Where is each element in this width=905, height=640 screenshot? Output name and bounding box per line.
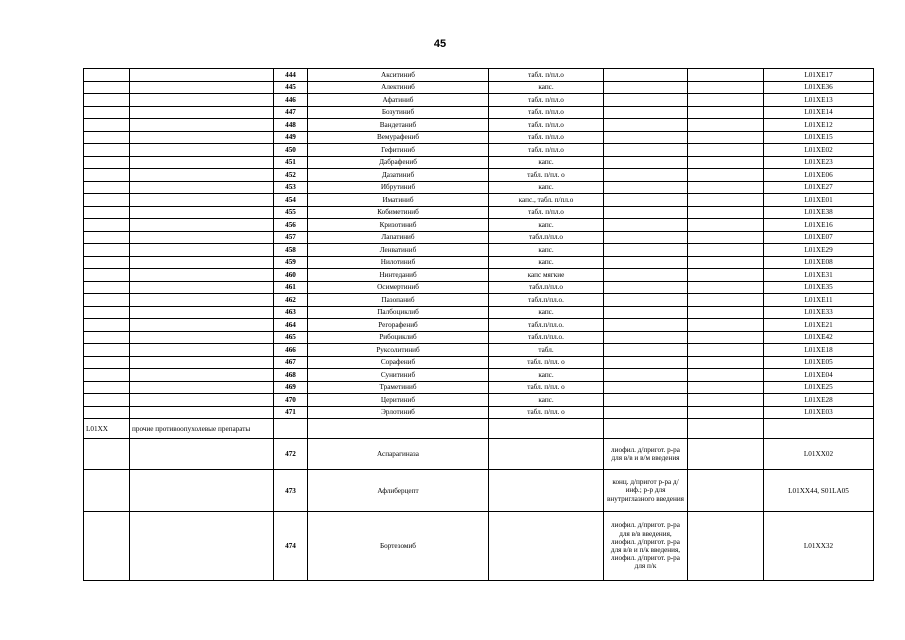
dosage-form: капс., табл. п/пл.о — [489, 194, 604, 207]
row-number: 459 — [274, 256, 308, 269]
drug-name: Руксолитиниб — [308, 344, 489, 357]
group-name-cell — [130, 344, 274, 357]
group-code-cell — [84, 269, 130, 282]
dosage-form: капс. — [489, 219, 604, 232]
empty-cell — [604, 206, 688, 219]
group-code-cell — [84, 369, 130, 382]
empty-cell — [604, 156, 688, 169]
group-name-cell — [130, 394, 274, 407]
atc-code: L01XE16 — [764, 219, 874, 232]
dosage-form: капс. — [489, 394, 604, 407]
table-row — [84, 256, 874, 269]
row-number: 455 — [274, 206, 308, 219]
atc-code: L01XE17 — [764, 69, 874, 82]
empty-cell — [604, 169, 688, 182]
group-code-cell — [84, 156, 130, 169]
atc-code: L01XE38 — [764, 206, 874, 219]
drug-name: Нилотиниб — [308, 256, 489, 269]
group-name-cell — [130, 319, 274, 332]
empty-cell — [308, 419, 489, 439]
table-row — [84, 119, 874, 132]
group-name-cell — [130, 94, 274, 107]
table-row — [84, 356, 874, 369]
row-number: 454 — [274, 194, 308, 207]
dosage-form: табл. п/пл.о — [489, 69, 604, 82]
row-number: 460 — [274, 269, 308, 282]
empty-cell — [688, 306, 764, 319]
empty-cell — [688, 406, 764, 419]
empty-cell — [489, 419, 604, 439]
atc-code: L01XE36 — [764, 81, 874, 94]
empty-cell — [688, 169, 764, 182]
empty-cell — [688, 269, 764, 282]
group-name-cell — [130, 131, 274, 144]
drug-name: Регорафениб — [308, 319, 489, 332]
atc-code: L01XE04 — [764, 369, 874, 382]
drug-name: Ленватиниб — [308, 244, 489, 257]
drug-name: Гефитиниб — [308, 144, 489, 157]
empty-cell — [688, 512, 764, 581]
dosage-form: табл. п/пл.о — [489, 106, 604, 119]
row-number: 468 — [274, 369, 308, 382]
group-name-cell — [130, 81, 274, 94]
group-code-cell — [84, 181, 130, 194]
group-code-cell — [84, 356, 130, 369]
page-number: 45 — [433, 38, 447, 50]
table-row — [84, 206, 874, 219]
empty-cell — [688, 206, 764, 219]
empty-cell — [688, 256, 764, 269]
group-name-cell — [130, 281, 274, 294]
dosage-form: капс мягкие — [489, 269, 604, 282]
empty-cell — [688, 319, 764, 332]
group-code: L01XX — [84, 419, 130, 439]
empty-cell — [688, 144, 764, 157]
group-name: прочие противоопухолевые препараты — [130, 419, 274, 439]
group-code-cell — [84, 131, 130, 144]
empty-cell — [604, 231, 688, 244]
table-row — [84, 144, 874, 157]
empty-cell — [688, 219, 764, 232]
empty-cell — [688, 94, 764, 107]
empty-cell — [604, 219, 688, 232]
row-number: 456 — [274, 219, 308, 232]
row-number: 464 — [274, 319, 308, 332]
group-code-cell — [84, 306, 130, 319]
row-number: 462 — [274, 294, 308, 307]
row-number: 474 — [274, 512, 308, 581]
row-number: 470 — [274, 394, 308, 407]
table-row — [84, 81, 874, 94]
row-number: 444 — [274, 69, 308, 82]
dosage-form: табл. п/пл.о — [489, 206, 604, 219]
group-code-cell — [84, 439, 130, 470]
group-name-cell — [130, 119, 274, 132]
group-name-cell — [130, 294, 274, 307]
dosage-form: табл.п/пл.о. — [489, 319, 604, 332]
group-code-cell — [84, 206, 130, 219]
dosage-form: капс. — [489, 181, 604, 194]
empty-cell — [604, 69, 688, 82]
atc-code: L01XX44, S01LA05 — [764, 470, 874, 512]
group-code-cell — [84, 219, 130, 232]
atc-code: L01XE05 — [764, 356, 874, 369]
atc-code: L01XE08 — [764, 256, 874, 269]
group-name-cell — [130, 331, 274, 344]
group-name-cell — [130, 206, 274, 219]
empty-cell — [604, 406, 688, 419]
row-number: 458 — [274, 244, 308, 257]
empty-cell — [688, 369, 764, 382]
table-row — [84, 231, 874, 244]
empty-cell — [688, 419, 764, 439]
empty-cell — [688, 394, 764, 407]
dosage-form: лиофил. д/пригот. р-ра для в/в и в/м введения — [604, 439, 688, 470]
drug-name: Акситиниб — [308, 69, 489, 82]
group-code-cell — [84, 394, 130, 407]
dosage-form: табл. — [489, 344, 604, 357]
row-number: 453 — [274, 181, 308, 194]
atc-code: L01XE21 — [764, 319, 874, 332]
empty-cell — [688, 69, 764, 82]
group-code-cell — [84, 470, 130, 512]
dosage-form: табл. п/пл. о — [489, 381, 604, 394]
atc-code: L01XX32 — [764, 512, 874, 581]
table-row — [84, 512, 874, 581]
empty-cell — [274, 419, 308, 439]
table-row — [84, 306, 874, 319]
group-name-cell — [130, 406, 274, 419]
empty-cell — [604, 119, 688, 132]
empty-cell — [688, 156, 764, 169]
empty-cell — [604, 381, 688, 394]
drug-name: Сунитиниб — [308, 369, 489, 382]
drug-table — [83, 68, 874, 581]
drug-name: Нинтеданиб — [308, 269, 489, 282]
row-number: 448 — [274, 119, 308, 132]
group-code-cell — [84, 344, 130, 357]
empty-cell — [604, 306, 688, 319]
drug-name: Эрлотиниб — [308, 406, 489, 419]
table-row — [84, 94, 874, 107]
table-row — [84, 169, 874, 182]
empty-cell — [604, 344, 688, 357]
table-row — [84, 131, 874, 144]
group-name-cell — [130, 156, 274, 169]
dosage-form: табл.п/пл.о. — [489, 294, 604, 307]
drug-name: Сорафениб — [308, 356, 489, 369]
empty-cell — [604, 369, 688, 382]
dosage-form: капс. — [489, 256, 604, 269]
atc-code: L01XE18 — [764, 344, 874, 357]
group-code-cell — [84, 144, 130, 157]
atc-code: L01XE28 — [764, 394, 874, 407]
atc-code: L01XE11 — [764, 294, 874, 307]
group-code-cell — [84, 244, 130, 257]
empty-cell — [604, 81, 688, 94]
table-row — [84, 219, 874, 232]
group-name-cell — [130, 194, 274, 207]
empty-cell — [489, 512, 604, 581]
group-code-cell — [84, 169, 130, 182]
dosage-form: табл.п/пл.о. — [489, 331, 604, 344]
atc-code: L01XE42 — [764, 331, 874, 344]
row-number: 451 — [274, 156, 308, 169]
row-number: 457 — [274, 231, 308, 244]
empty-cell — [604, 244, 688, 257]
drug-name: Траметиниб — [308, 381, 489, 394]
drug-name: Бортезомиб — [308, 512, 489, 581]
atc-code: L01XE23 — [764, 156, 874, 169]
empty-cell — [604, 419, 688, 439]
table-row — [84, 181, 874, 194]
group-name-cell — [130, 231, 274, 244]
row-number: 473 — [274, 470, 308, 512]
drug-name: Осимертиниб — [308, 281, 489, 294]
atc-code: L01XE35 — [764, 281, 874, 294]
dosage-form: капс. — [489, 81, 604, 94]
empty-cell — [604, 356, 688, 369]
dosage-form: капс. — [489, 369, 604, 382]
group-name-cell — [130, 381, 274, 394]
dosage-form: табл. п/пл.о — [489, 119, 604, 132]
empty-cell — [688, 81, 764, 94]
empty-cell — [688, 244, 764, 257]
drug-name: Кобиметиниб — [308, 206, 489, 219]
drug-name: Аспарагиназа — [308, 439, 489, 470]
drug-name: Иматиниб — [308, 194, 489, 207]
group-code-cell — [84, 256, 130, 269]
dosage-form: табл. п/пл.о — [489, 144, 604, 157]
empty-cell — [604, 319, 688, 332]
group-name-cell — [130, 356, 274, 369]
empty-cell — [688, 181, 764, 194]
drug-name: Вемурафениб — [308, 131, 489, 144]
empty-cell — [604, 194, 688, 207]
row-number: 445 — [274, 81, 308, 94]
table-row — [84, 281, 874, 294]
drug-name: Кризотиниб — [308, 219, 489, 232]
dosage-form: табл.п/пл.о — [489, 231, 604, 244]
table-row — [84, 406, 874, 419]
drug-name: Лапатиниб — [308, 231, 489, 244]
row-number: 449 — [274, 131, 308, 144]
empty-cell — [688, 439, 764, 470]
group-code-cell — [84, 94, 130, 107]
table-row — [84, 69, 874, 82]
group-name-cell — [130, 306, 274, 319]
empty-cell — [688, 131, 764, 144]
drug-name: Афатиниб — [308, 94, 489, 107]
row-number: 446 — [274, 94, 308, 107]
row-number: 465 — [274, 331, 308, 344]
row-number: 466 — [274, 344, 308, 357]
group-name-cell — [130, 512, 274, 581]
table-row — [84, 269, 874, 282]
atc-code: L01XX02 — [764, 439, 874, 470]
atc-code: L01XE33 — [764, 306, 874, 319]
table-row — [84, 194, 874, 207]
table-row — [84, 244, 874, 257]
group-code-cell — [84, 119, 130, 132]
group-code-cell — [84, 281, 130, 294]
group-code-cell — [84, 231, 130, 244]
empty-cell — [688, 281, 764, 294]
group-code-cell — [84, 69, 130, 82]
group-name-cell — [130, 169, 274, 182]
group-row — [84, 419, 874, 439]
empty-cell — [764, 419, 874, 439]
empty-cell — [604, 131, 688, 144]
empty-cell — [604, 181, 688, 194]
dosage-form: табл. п/пл. о — [489, 356, 604, 369]
empty-cell — [688, 294, 764, 307]
atc-code: L01XE07 — [764, 231, 874, 244]
table-row — [84, 319, 874, 332]
group-name-cell — [130, 144, 274, 157]
table-row — [84, 439, 874, 470]
empty-cell — [688, 331, 764, 344]
group-name-cell — [130, 244, 274, 257]
group-code-cell — [84, 406, 130, 419]
atc-code: L01XE03 — [764, 406, 874, 419]
dosage-form: капс. — [489, 306, 604, 319]
empty-cell — [604, 106, 688, 119]
table-row — [84, 470, 874, 512]
atc-code: L01XE29 — [764, 244, 874, 257]
empty-cell — [489, 470, 604, 512]
drug-name: Ибрутиниб — [308, 181, 489, 194]
group-name-cell — [130, 181, 274, 194]
row-number: 469 — [274, 381, 308, 394]
dosage-form: табл. п/пл.о — [489, 94, 604, 107]
dosage-form: табл. п/пл.о — [489, 131, 604, 144]
dosage-form: капс. — [489, 244, 604, 257]
drug-name: Дабрафениб — [308, 156, 489, 169]
group-code-cell — [84, 331, 130, 344]
empty-cell — [604, 94, 688, 107]
row-number: 450 — [274, 144, 308, 157]
group-code-cell — [84, 81, 130, 94]
empty-cell — [688, 344, 764, 357]
empty-cell — [688, 106, 764, 119]
dosage-form: конц. д/пригот р-ра д/инф.; р-р для внутриглазного введения — [604, 470, 688, 512]
empty-cell — [604, 294, 688, 307]
row-number: 471 — [274, 406, 308, 419]
drug-name: Дазатиниб — [308, 169, 489, 182]
atc-code: L01XE15 — [764, 131, 874, 144]
group-code-cell — [84, 194, 130, 207]
table-body — [84, 69, 874, 581]
drug-name: Афлиберцепт — [308, 470, 489, 512]
empty-cell — [688, 356, 764, 369]
empty-cell — [688, 194, 764, 207]
table-row — [84, 294, 874, 307]
empty-cell — [688, 381, 764, 394]
empty-cell — [604, 256, 688, 269]
dosage-form: лиофил. д/пригот. р-ра для в/в введения, лиофил. д/пригот. р-ра для в/в и п/к введения, лиофил. д/пригот. р-ра для п/к — [604, 512, 688, 581]
atc-code: L01XE31 — [764, 269, 874, 282]
row-number: 447 — [274, 106, 308, 119]
group-name-cell — [130, 256, 274, 269]
empty-cell — [688, 470, 764, 512]
dosage-form: капс. — [489, 156, 604, 169]
group-name-cell — [130, 369, 274, 382]
atc-code: L01XE27 — [764, 181, 874, 194]
drug-name: Пазопаниб — [308, 294, 489, 307]
table-row — [84, 344, 874, 357]
table-row — [84, 106, 874, 119]
atc-code: L01XE12 — [764, 119, 874, 132]
group-name-cell — [130, 470, 274, 512]
group-code-cell — [84, 319, 130, 332]
drug-name: Палбоциклиб — [308, 306, 489, 319]
atc-code: L01XE01 — [764, 194, 874, 207]
empty-cell — [489, 439, 604, 470]
atc-code: L01XE14 — [764, 106, 874, 119]
group-code-cell — [84, 512, 130, 581]
row-number: 472 — [274, 439, 308, 470]
drug-name: Вандетаниб — [308, 119, 489, 132]
atc-code: L01XE25 — [764, 381, 874, 394]
dosage-form: табл.п/пл.о — [489, 281, 604, 294]
drug-name: Бозутиниб — [308, 106, 489, 119]
empty-cell — [688, 119, 764, 132]
drug-name: Церитиниб — [308, 394, 489, 407]
table-row — [84, 369, 874, 382]
empty-cell — [604, 269, 688, 282]
group-code-cell — [84, 294, 130, 307]
atc-code: L01XE02 — [764, 144, 874, 157]
row-number: 467 — [274, 356, 308, 369]
table-row — [84, 381, 874, 394]
group-name-cell — [130, 219, 274, 232]
empty-cell — [688, 231, 764, 244]
dosage-form: табл. п/пл. о — [489, 406, 604, 419]
table-row — [84, 331, 874, 344]
group-name-cell — [130, 439, 274, 470]
row-number: 452 — [274, 169, 308, 182]
group-code-cell — [84, 106, 130, 119]
table-row — [84, 156, 874, 169]
atc-code: L01XE13 — [764, 94, 874, 107]
atc-code: L01XE06 — [764, 169, 874, 182]
empty-cell — [604, 281, 688, 294]
drug-name: Рибоциклиб — [308, 331, 489, 344]
dosage-form: табл. п/пл. о — [489, 169, 604, 182]
group-name-cell — [130, 106, 274, 119]
empty-cell — [604, 394, 688, 407]
drug-name: Алектиниб — [308, 81, 489, 94]
group-name-cell — [130, 269, 274, 282]
row-number: 461 — [274, 281, 308, 294]
empty-cell — [604, 144, 688, 157]
empty-cell — [604, 331, 688, 344]
group-code-cell — [84, 381, 130, 394]
row-number: 463 — [274, 306, 308, 319]
group-name-cell — [130, 69, 274, 82]
table-row — [84, 394, 874, 407]
